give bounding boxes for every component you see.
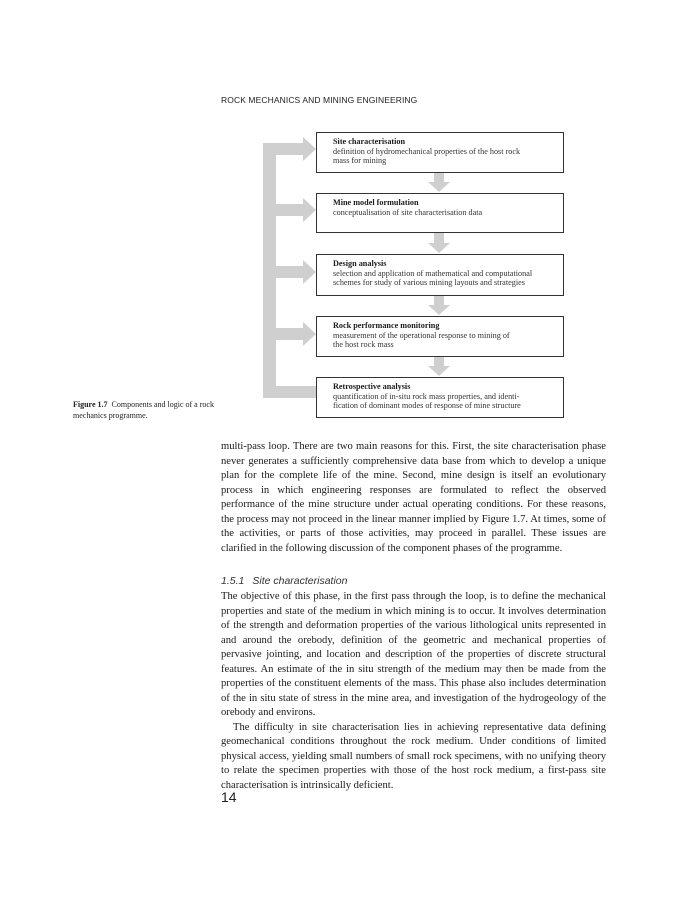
running-head: ROCK MECHANICS AND MINING ENGINEERING — [221, 95, 418, 105]
paragraph-2-3-block — [221, 590, 606, 793]
section-number: 1.5.1 — [221, 575, 245, 587]
box-design-analysis — [316, 254, 564, 296]
down-arrow-3 — [428, 295, 450, 315]
paragraph-2: The objective of this phase, in the first pass through the loop, is to define the mechanical properties and state of the medium in which mining is to occur. It involves determination of the strength and deformation properties of the various lithological units represented in and around the orebody, definition of the geometric and mechanical properties of pervasive jointing, and location and description of the properties of discrete structural features. An estimate of the in situ strength of the medium may then be made from the properties of the constituent elements of the mass. This phase also includes determination of the in situ state of stress in the mine area, and investigation of the hydrogeology of the orebody and environs. — [221, 591, 606, 718]
feed-arrow-3 — [276, 260, 316, 284]
page-number: 14 — [221, 789, 237, 805]
box-rock-performance-monitoring — [316, 316, 564, 357]
box-line: quantification of in-situ rock mass properties, and identi- — [333, 391, 520, 401]
box-line: fication of dominant modes of response of mine structure — [333, 401, 521, 411]
box-site-characterisation — [316, 132, 564, 173]
box-title: Mine model formulation — [333, 198, 419, 207]
return-bar — [263, 386, 316, 398]
caption-text: Components and logic of a rock mechanics programme. — [73, 400, 214, 420]
box-retrospective-analysis — [316, 377, 564, 418]
feed-arrow-4 — [276, 322, 316, 346]
flowchart-figure — [0, 0, 674, 420]
paragraph-1: multi-pass loop. There are two main reasons for this. First, the site characterisation phase never generates a sufficiently comprehensive data base from which to develop a unique plan for the complete life of the mine. Second, mine design is itself an evolutionary process in which engineering responses are formulated to reflect the observed performance of the mine structure under actual operating conditions. For these reasons, the process may not proceed in the linear manner implied by Figure 1.7. At times, some of the activities, or parts of those activities, may proceed in parallel. These issues are clarified in the following discussion of the component phases of the programme. — [221, 441, 606, 554]
paragraph-1-block — [221, 440, 606, 556]
feedback-loop-bar — [263, 148, 276, 398]
box-line: conceptualisation of site characterisation data — [333, 207, 483, 217]
down-arrow-4 — [428, 356, 450, 376]
box-line: schemes for study of various mining layouts and strategies — [333, 278, 525, 288]
box-line: mass for mining — [333, 156, 387, 166]
box-title: Site characterisation — [333, 137, 406, 146]
box-line: definition of hydromechanical properties of the host rock — [333, 146, 521, 156]
box-mine-model-formulation — [316, 193, 564, 233]
down-arrow-1 — [428, 172, 450, 192]
feed-arrow-2 — [276, 198, 316, 222]
paragraph-3: The difficulty in site characterisation lies in achieving representative data defining geomechanical conditions throughout the rock medium. Under conditions of limited physical access, yielding small numbers of small rock specimens, with no unifying theory to relate the specimen properties with those of the host rock medium, a first-pass site characterisation is intrinsically deficient. — [221, 721, 606, 791]
figure-caption — [73, 399, 223, 421]
box-title: Retrospective analysis — [333, 382, 411, 391]
down-arrow-2 — [428, 232, 450, 253]
box-line: measurement of the operational response to mining of — [333, 330, 510, 340]
section-heading — [221, 575, 348, 587]
box-title: Design analysis — [333, 259, 387, 268]
caption-label: Figure 1.7 — [73, 400, 108, 409]
box-title: Rock performance monitoring — [333, 321, 440, 330]
box-line: the host rock mass — [333, 340, 394, 350]
section-title: Site characterisation — [252, 575, 348, 587]
box-line: selection and application of mathematical and computational — [333, 268, 533, 278]
